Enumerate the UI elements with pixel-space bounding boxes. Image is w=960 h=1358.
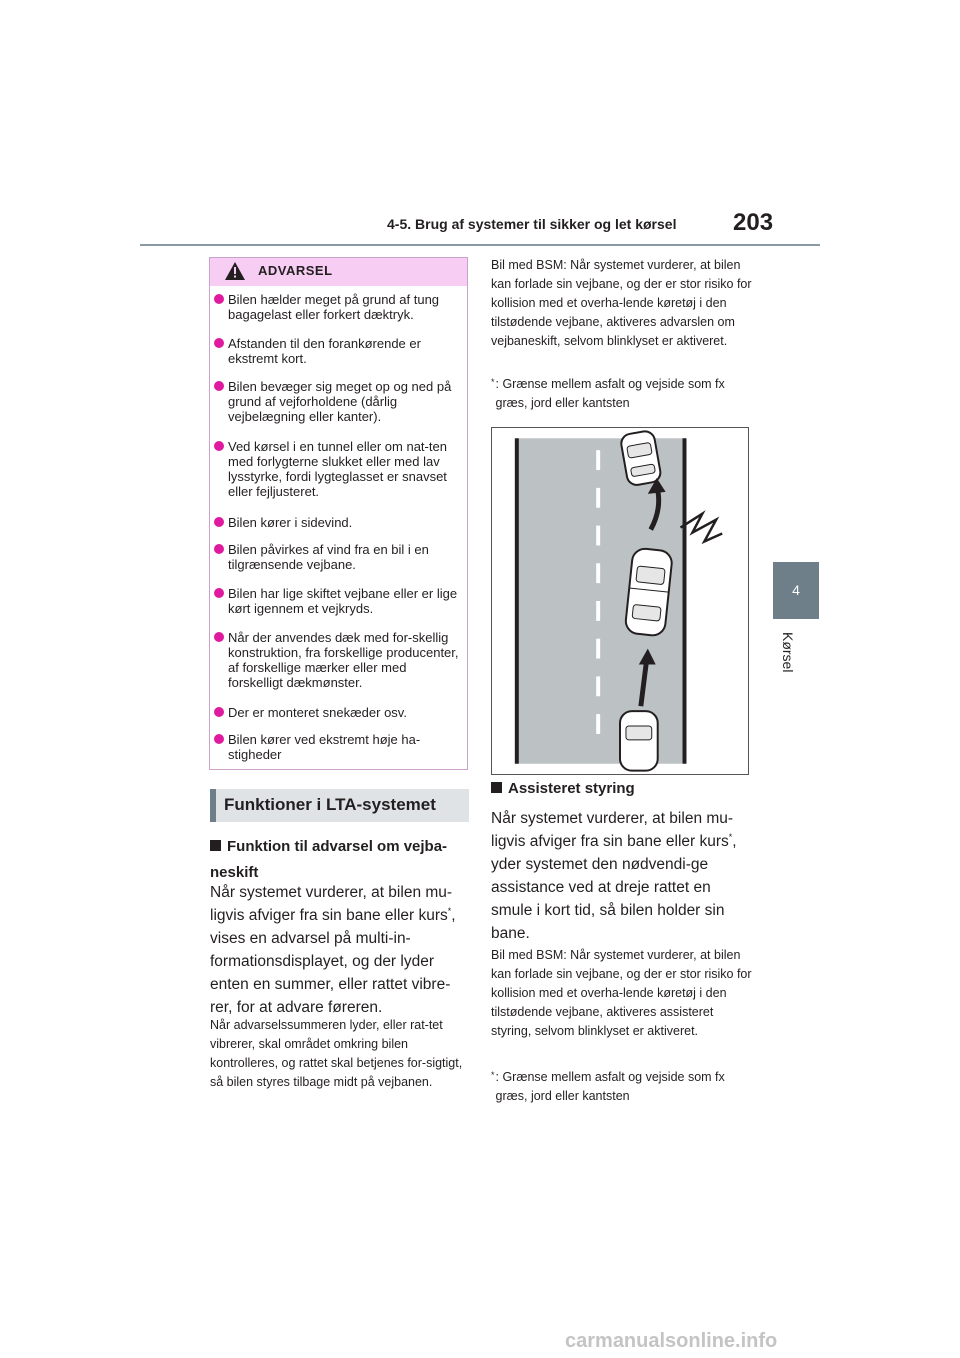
road-edge-left <box>515 438 519 763</box>
warning-item: Bilen har lige skiftet vejbane eller er lige kørt igennem et vejkryds. <box>213 586 463 616</box>
warning-triangle-icon <box>225 262 245 280</box>
bullet-icon <box>214 517 224 527</box>
car-bottom-icon <box>620 711 658 771</box>
assist-heading: Assisteret styring <box>491 776 753 802</box>
warning-header <box>210 258 467 286</box>
bullet-icon <box>214 294 224 304</box>
page-number: 203 <box>733 209 774 236</box>
bullet-icon <box>214 441 224 451</box>
footnote-marker: * <box>491 1070 495 1080</box>
bsm-note-warning: Bil med BSM: Når systemet vurderer, at bilen kan forlade sin vejbane, og der er stor risiko for kollision med et overha-lende køretøj i den tilstødende vejbane, aktiveres advarslen om vejbaneskift, selvom blinklyset er aktiveret. <box>491 258 752 348</box>
road-edge-right <box>683 438 687 763</box>
functions-heading <box>210 789 469 822</box>
lane-drift-illustration <box>491 427 749 775</box>
section-title: 4-5. Brug af systemer til sikker og let kørsel <box>387 216 677 232</box>
warning-item: Bilen bevæger sig meget op og ned på grund af vejforholdene (dårlig vejbelægning eller kanter). <box>213 379 463 424</box>
bullet-icon <box>214 544 224 554</box>
chapter-name: Kørsel <box>780 632 796 673</box>
warning-item: Ved kørsel i en tunnel eller om nat-ten med forlygterne slukket eller med lav lysstyrke, fordi lygteglasset er snavset eller fejljusteret. <box>213 439 463 499</box>
assist-bsm-note: Bil med BSM: Når systemet vurderer, at bilen kan forlade sin vejbane, og der er stor risiko for kollision med et overha-lende køretøj i den tilstødende vejbane, aktiveres assisteret styring, selvom blinklyset er aktiveret. <box>491 948 752 1038</box>
square-bullet-icon <box>491 782 502 793</box>
watermark: carmanualsonline.info <box>565 1330 778 1352</box>
chapter-name-label <box>780 632 810 692</box>
warning-item: Bilen hælder meget på grund af tung bagagelast eller forkert dæktryk. <box>213 292 463 322</box>
footnote-marker: * <box>728 831 733 842</box>
warning-item: Når der anvendes dæk med for-skellig konstruktion, fra forskellige producenter, af forskellige mærker eller med forskelligt dækmønster. <box>213 630 463 690</box>
warning-item: Bilen kører i sidevind. <box>213 515 463 530</box>
bullet-icon <box>214 588 224 598</box>
bullet-icon <box>214 734 224 744</box>
vibration-zigzag-icon <box>681 514 723 542</box>
footnote: * : Grænse mellem asfalt og vejside som fx græs, jord eller kantsten <box>491 375 749 413</box>
functions-heading-label: Funktioner i LTA-systemet <box>224 795 436 814</box>
bullet-icon <box>214 338 224 348</box>
warning-item: Bilen kører ved ekstremt høje ha-stigheder <box>213 732 463 762</box>
lane-warning-note: Når advarselssummeren lyder, eller rat-tet vibrerer, skal området omkring bilen kontrolleres, og rattet skal betjenes for-sigtigt, så bilen styres tilbage midt på vejbanen. <box>210 1018 463 1089</box>
header-divider <box>140 244 820 246</box>
warning-title: ADVARSEL <box>258 263 333 278</box>
heading-accent-bar <box>210 789 216 822</box>
chapter-number: 4 <box>792 582 800 598</box>
warning-item: Der er monteret snekæder osv. <box>213 705 463 720</box>
footnote-marker: * <box>447 905 452 916</box>
bullet-icon <box>214 707 224 717</box>
bullet-icon <box>214 381 224 391</box>
footnote: * : Grænse mellem asfalt og vejside som fx græs, jord eller kantsten <box>491 1068 749 1106</box>
lane-warning-body: Når systemet vurderer, at bilen mu-ligvis afviger fra sin bane eller kurs*, vises en advarsel på multi-in-formationsdisplayet, og der lyder enten en summer, eller rattet vibre-rer, for at advare føreren. <box>210 884 456 1016</box>
square-bullet-icon <box>210 840 221 851</box>
chapter-tab <box>773 562 819 619</box>
warning-item: Afstanden til den forankørende er ekstremt kort. <box>213 336 463 366</box>
car-middle-icon <box>625 548 673 637</box>
footnote-marker: * <box>491 377 495 387</box>
warning-box <box>209 257 468 770</box>
bullet-icon <box>214 632 224 642</box>
warning-item: Bilen påvirkes af vind fra en bil i en tilgrænsende vejbane. <box>213 542 463 572</box>
assist-body: Når systemet vurderer, at bilen mu-ligvis afviger fra sin bane eller kurs*, yder systemet den nødvendi-ge assistance ved at dreje rattet en smule i kort tid, så bilen holder sin bane. <box>491 810 737 942</box>
lane-warning-heading: Funktion til advarsel om vejba-neskift <box>210 838 448 881</box>
